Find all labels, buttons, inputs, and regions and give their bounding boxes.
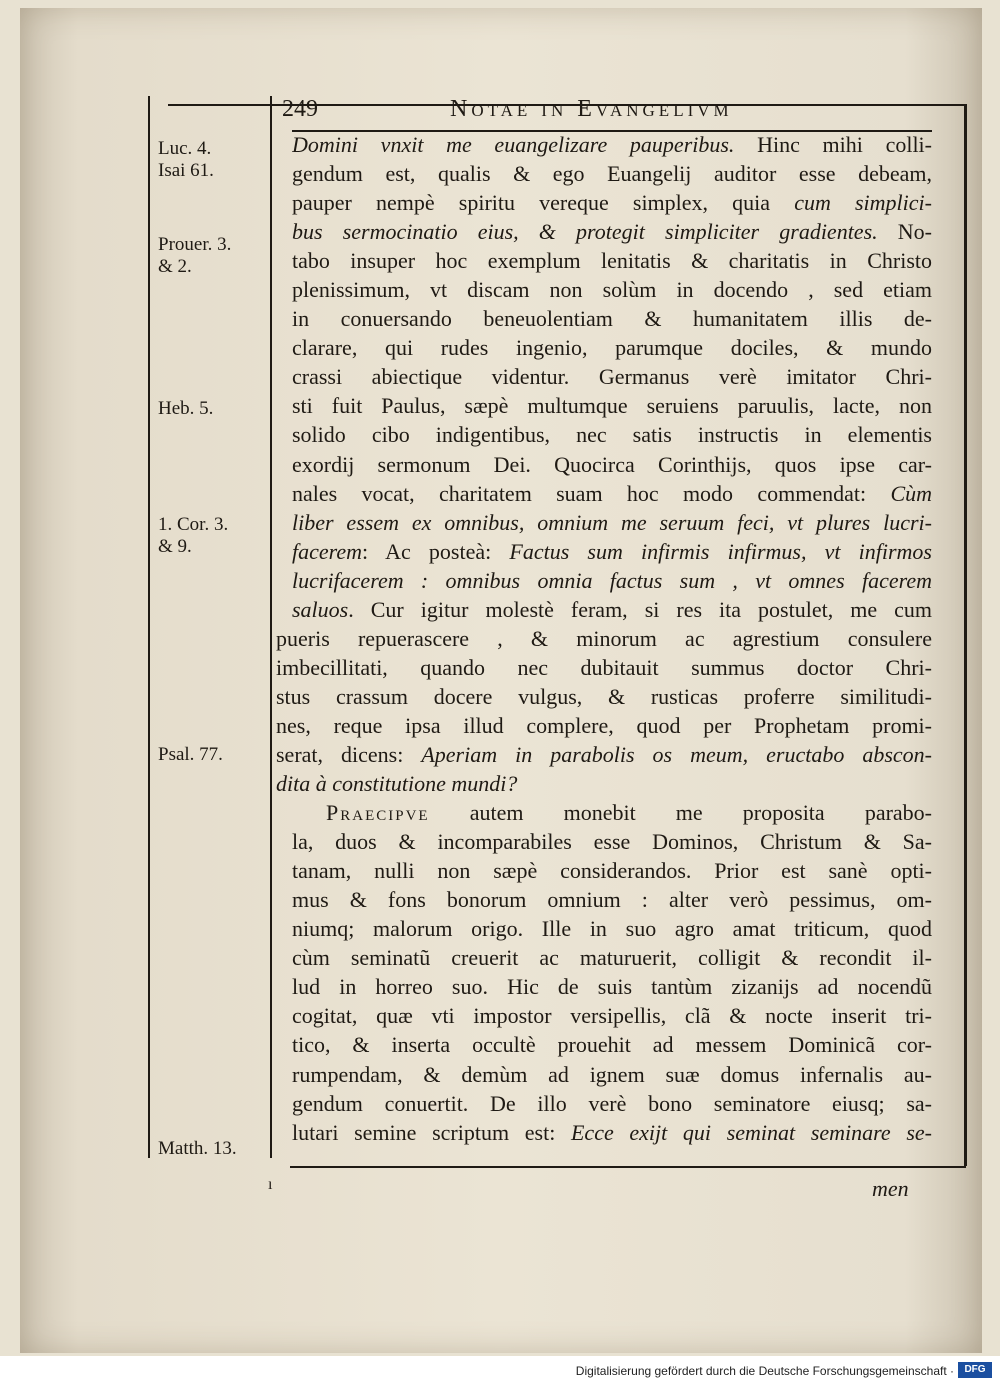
text-line: tabo insuper hoc exemplum lenitatis & charitatis in Christo xyxy=(292,248,932,274)
digitization-footer xyxy=(0,1356,1000,1385)
margin-note: Psal. 77. xyxy=(158,744,223,765)
text-line: tanam, nulli non sæpè considerandos. Prior est sanè opti- xyxy=(292,858,932,884)
text-line: pauper nempè spiritu vereque simplex, quia cum simplici- xyxy=(292,190,932,216)
text-line: bus sermocinatio eius, & protegit simpliciter gradientes. No- xyxy=(292,219,932,245)
margin-note: Luc. 4. xyxy=(158,138,212,159)
text-line: clarare, qui rudes ingenio, parumque dociles, & mundo xyxy=(292,335,932,361)
main-text xyxy=(276,130,932,1147)
margin-note: Matth. 13. xyxy=(158,1138,237,1159)
gutter-rule xyxy=(270,96,272,1158)
text-line: Domini vnxit me euangelizare pauperibus. Hinc mihi colli- xyxy=(292,132,932,157)
text-line: cogitat, quæ vti impostor versipellis, clã & nocte inserit tri- xyxy=(292,1003,932,1029)
text-line: nales vocat, charitatem suam hoc modo commendat: Cùm xyxy=(292,480,932,506)
margin-note: Isai 61. xyxy=(158,160,214,181)
margin-note: & 9. xyxy=(158,536,192,557)
text-line: crassi abiectique videntur. Germanus verè imitator Chri- xyxy=(292,364,932,390)
text-line: lucrifacerem : omnibus omnia factus sum , vt omnes facerem xyxy=(292,567,932,593)
text-line: lud in horreo suo. Hic de suis tantùm zizanijs ad nocendũ xyxy=(292,974,932,1000)
text-line: la, duos & incomparabiles esse Dominos, Christum & Sa- xyxy=(292,829,932,855)
text-line: rumpendam, & demùm ad ignem suæ domus infernalis au- xyxy=(292,1061,932,1087)
running-head: Notae in Evangelivm xyxy=(450,96,733,122)
text-line: Praecipve autem monebit me proposita parabo- xyxy=(326,800,932,826)
margin-note: 1. Cor. 3. xyxy=(158,514,229,535)
text-line: lutari semine scriptum est: Ecce exijt qui seminat seminare se- xyxy=(292,1119,932,1145)
margin-left-rule xyxy=(148,96,150,1158)
text-line: mus & fons bonorum omnium : alter verò pessimus, om- xyxy=(292,887,932,913)
text-line: dita à constitutione mundi? xyxy=(276,771,518,797)
catchword: men xyxy=(872,1176,909,1201)
text-line: tico, & inserta occultè prouehit ad messem Dominicã cor- xyxy=(292,1032,932,1058)
text-line: cùm seminatũ creuerit ac maturuerit, colligit & recondit il- xyxy=(292,945,932,971)
margin-note: & 2. xyxy=(158,256,192,277)
text-line: imbecillitati, quando nec dubitauit summus doctor Chri- xyxy=(276,654,932,680)
frame-bottom-rule xyxy=(290,1166,966,1168)
text-line: plenissimum, vt discam non solùm in docendo , sed etiam xyxy=(292,277,932,303)
text-line: pueris repuerascere , & minorum ac agrestium consulere xyxy=(276,625,932,651)
frame-right-rule xyxy=(964,104,967,1166)
text-line: solido cibo indigentibus, nec satis instructis in elementis xyxy=(292,422,932,448)
text-line: facerem: Ac posteà: Factus sum infirmis infirmus, vt infirmos xyxy=(292,538,932,564)
text-line: serat, dicens: Aperiam in parabolis os meum, eructabo abscon- xyxy=(276,741,932,767)
text-line: niumq; malorum origo. Ille in suo agro amat triticum, quod xyxy=(292,916,932,942)
text-line: gendum conuertit. De illo verè bono seminatore eiusq; sa- xyxy=(292,1090,932,1116)
text-line: exordij sermonum Dei. Quocirca Corinthijs, quos ipse car- xyxy=(292,451,932,477)
digitization-note: Digitalisierung gefördert durch die Deutsche Forschungsgemeinschaft · xyxy=(575,1364,954,1378)
text-line: saluos. Cur igitur molestè feram, si res ita postulet, me cum xyxy=(292,596,932,622)
text-line: liber essem ex omnibus, omnium me seruum feci, vt plures lucri- xyxy=(292,509,932,535)
margin-note: Heb. 5. xyxy=(158,398,214,419)
page-number: 249 xyxy=(282,96,318,122)
text-line: gendum est, qualis & ego Euangelij auditor esse debeam, xyxy=(292,161,932,187)
signature-mark: ı xyxy=(268,1176,273,1193)
text-line: sti fuit Paulus, sæpè multumque seruiens paruulis, lacte, non xyxy=(292,393,932,419)
dfg-logo: DFG xyxy=(958,1362,992,1378)
text-line: nes, reque ipsa illud complere, quod per Prophetam promi- xyxy=(276,712,932,738)
text-line: in conuersando beneuolentiam & humanitatem illis de- xyxy=(292,306,932,332)
text-line: stus crassum docere vulgus, & rusticas proferre similitudi- xyxy=(276,683,932,709)
margin-note: Prouer. 3. xyxy=(158,234,232,255)
